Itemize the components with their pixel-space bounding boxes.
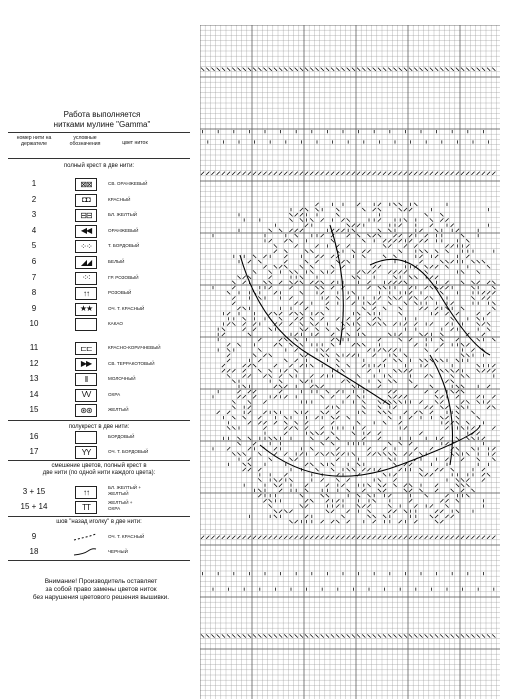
- warning-line2: за собой право замены цветов ниток: [45, 586, 157, 593]
- rule-blend: [8, 460, 190, 461]
- thread-color-name: МОЛОЧНЫЙ: [108, 376, 136, 382]
- thread-color-name: КАКАО: [108, 321, 123, 327]
- stitch-symbol-icon: ⊠⊠: [75, 178, 97, 191]
- thread-number: 8: [31, 288, 37, 298]
- stitch-symbol-icon: ⁖⁖: [75, 272, 97, 285]
- section-blend-line1: смешение цветов, полный крест в: [51, 463, 147, 469]
- thread-number: 15 + 14: [20, 502, 48, 511]
- thread-number: 6: [31, 257, 37, 266]
- rule-warning: [8, 560, 190, 561]
- thread-number: 5: [31, 241, 37, 251]
- stitch-symbol-icon: II: [75, 373, 97, 386]
- stitch-symbol-icon: YY: [75, 446, 97, 459]
- thread-number: 1: [31, 179, 37, 188]
- thread-color-name: ОРАНЖЕВЫЙ: [108, 227, 139, 233]
- stitch-symbol-icon: [75, 318, 97, 331]
- thread-color-name: Т. БОРДОВЫЙ: [108, 243, 140, 249]
- legend-title-line2: нитками мулине "Gamma": [53, 120, 151, 129]
- legend-panel: [0, 0, 200, 699]
- thread-number: 4: [31, 225, 37, 235]
- thread-number: 18: [29, 547, 39, 556]
- thread-color-name: ОЧ. Т. КРАСНЫЙ: [108, 305, 145, 311]
- thread-color-name: БОРДОВЫЙ: [108, 434, 135, 439]
- thread-number: 13: [29, 374, 39, 384]
- backstitch-line-icon: [72, 548, 98, 556]
- thread-number: 7: [31, 272, 37, 282]
- thread-color-name: СВ. ТЕРРАКОТОВЫЙ: [108, 360, 155, 366]
- section-half-cross: полукрест в две нити:: [68, 424, 130, 430]
- stitch-symbol-icon: ⊟⊟: [75, 209, 97, 222]
- stitch-symbol-icon: ◢◢: [75, 256, 97, 269]
- thread-color-name: ОЧ. Т. КРАСНЫЙ: [108, 534, 145, 539]
- thread-color-name-line2: ОХРА: [108, 506, 121, 511]
- col-header-color: цвет ниток: [122, 140, 148, 146]
- legend-title-line1: Работа выполняется: [63, 110, 141, 119]
- stitch-symbol-icon: [75, 431, 97, 444]
- col-header-symbol: условные обозначения: [69, 135, 101, 147]
- thread-number: 15: [29, 405, 39, 415]
- thread-color-name: КРАСНЫЙ: [108, 196, 131, 202]
- thread-number: 3: [31, 210, 37, 220]
- stitch-symbol-icon: TT: [75, 501, 97, 514]
- thread-number: 16: [29, 432, 39, 441]
- legend-title: [22, 110, 182, 130]
- thread-color-name: БЕЛЫЙ: [108, 259, 125, 264]
- thread-color-name: СВ. ОРАНЖЕВЫЙ: [108, 181, 148, 186]
- warning-line3: без нарушения цветового решения вышивки.: [32, 594, 170, 601]
- stitch-symbol-icon: ◀◀: [75, 225, 97, 238]
- thread-number: 10: [29, 319, 39, 329]
- section-blend-line2: две нити (по одной нити каждого цвета):: [42, 470, 156, 476]
- stitch-symbol-icon: ★★: [75, 303, 97, 316]
- thread-number: 14: [29, 389, 39, 399]
- thread-color-name: ОЧ. Т. БОРДОВЫЙ: [108, 449, 149, 454]
- thread-color-name: ГР. РОЗОВЫЙ: [108, 274, 139, 280]
- header-rule-bottom: [8, 158, 190, 159]
- section-full-cross: полный крест в две нити:: [63, 163, 135, 169]
- thread-number: 12: [29, 358, 39, 368]
- backstitch-line-icon: [72, 533, 98, 541]
- stitch-symbol-icon: ⊏⊏: [75, 342, 97, 355]
- grid-lines: [200, 25, 500, 699]
- thread-color-name: [108, 500, 198, 512]
- chart-grid: [200, 25, 500, 699]
- thread-color-name-line1: БЛ. ЖЕЛТЫЙ +: [108, 485, 142, 490]
- section-backstitch: шов "назад иголку" в две нити:: [56, 519, 142, 525]
- thread-color-name: ОХРА: [108, 391, 121, 397]
- thread-number: 17: [29, 447, 39, 456]
- cross-stitch-chart: [200, 25, 500, 699]
- stitch-symbol-icon: ⁘⁘: [75, 240, 97, 253]
- thread-color-name-line1: ЖЕЛТЫЙ +: [108, 500, 133, 505]
- thread-number: 11: [29, 343, 39, 352]
- thread-number: 9: [31, 303, 37, 313]
- thread-color-name: РОЗОВЫЙ: [108, 290, 132, 296]
- stitch-symbol-icon: ⊛⊛: [75, 404, 97, 417]
- stitch-symbol-icon: ↑↑: [75, 287, 97, 300]
- stitch-symbol-icon: VV: [75, 389, 97, 402]
- thread-color-name: КРАСНО-КОРИЧНЕВЫЙ: [108, 345, 161, 350]
- stitch-symbol-icon: ◘◘: [75, 194, 97, 207]
- thread-color-name: [108, 485, 198, 497]
- rule-half: [8, 420, 190, 421]
- thread-color-name: ЧЕРНЫЙ: [108, 549, 128, 554]
- header-rule-top: [8, 132, 190, 133]
- thread-color-name-line2: ЖЕЛТЫЙ: [108, 491, 129, 496]
- thread-number: 9: [31, 532, 37, 541]
- col-header-number: номер нити на держателе: [16, 135, 52, 147]
- warning-note: [16, 578, 186, 602]
- stitch-symbol-icon: ▶▶: [75, 358, 97, 371]
- warning-line1: Внимание! Производитель оставляет: [44, 578, 158, 585]
- rule-backstitch: [8, 516, 190, 517]
- thread-number: 2: [31, 194, 37, 204]
- backstitch-outline: [240, 225, 490, 476]
- stitch-symbol-icon: ↑↑: [75, 486, 97, 499]
- section-blend: [8, 463, 190, 477]
- thread-color-name: ЖЕЛТЫЙ: [108, 407, 129, 413]
- thread-number: 3 + 15: [22, 487, 46, 496]
- thread-color-name: БЛ. ЖЕЛТЫЙ: [108, 212, 138, 218]
